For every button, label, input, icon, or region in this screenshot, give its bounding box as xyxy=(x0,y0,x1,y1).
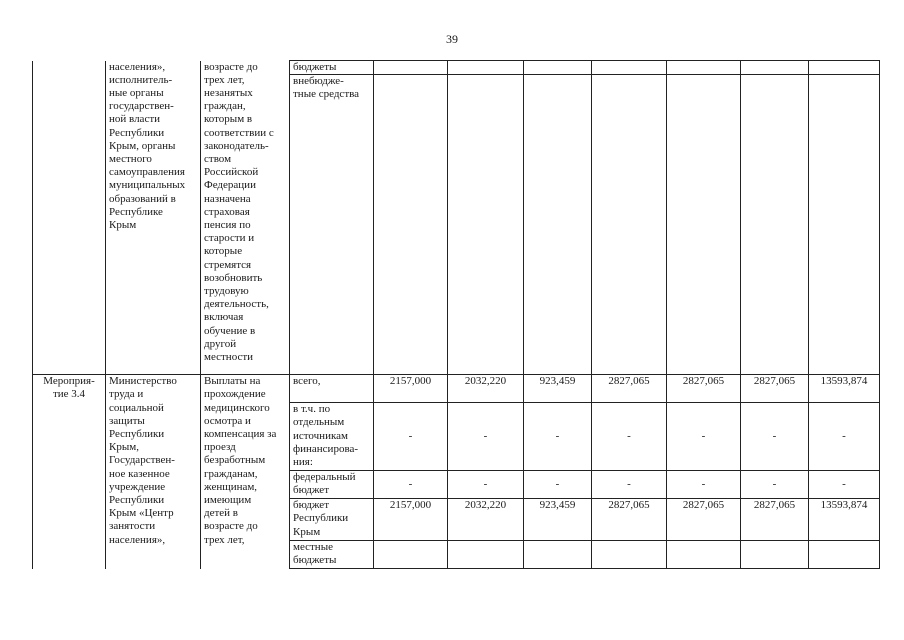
value-cell xyxy=(448,541,524,569)
value-cell: - xyxy=(524,471,592,499)
value-cell: 2827,065 xyxy=(592,375,667,403)
value-cell: 2827,065 xyxy=(741,499,809,541)
value-cell: - xyxy=(741,471,809,499)
value-cell xyxy=(374,75,448,375)
value-cell xyxy=(741,541,809,569)
value-cell xyxy=(667,61,741,75)
value-cell: - xyxy=(592,471,667,499)
value-cell: 923,459 xyxy=(524,375,592,403)
value-cell: 2032,220 xyxy=(448,375,524,403)
value-cell: - xyxy=(809,471,880,499)
value-cell xyxy=(524,541,592,569)
value-cell xyxy=(592,541,667,569)
description-cell: Выплаты на прохождение медицинского осмотра и компенсация за проезд безработным гражданам, женщинам, имеющим детей в возрасте до трех лет, xyxy=(201,375,290,569)
value-cell: 2157,000 xyxy=(374,499,448,541)
funding-source-cell: в т.ч. по отдельным источникам финансирова- ния: xyxy=(290,403,374,471)
financing-table xyxy=(32,60,880,569)
value-cell: - xyxy=(448,403,524,471)
table-row xyxy=(33,61,880,75)
executor-cell: населения», исполнитель- ные органы государствен- ной власти Республики Крым, органы местного самоуправления муниципальных образований в Республике Крым xyxy=(106,61,201,375)
value-cell: 2827,065 xyxy=(667,375,741,403)
value-cell: - xyxy=(524,403,592,471)
value-cell: 2827,065 xyxy=(592,499,667,541)
funding-source-cell: местные бюджеты xyxy=(290,541,374,569)
funding-source-cell: всего, xyxy=(290,375,374,403)
value-cell xyxy=(374,61,448,75)
value-cell: - xyxy=(667,471,741,499)
value-cell xyxy=(448,61,524,75)
value-cell: - xyxy=(374,471,448,499)
value-cell xyxy=(524,61,592,75)
value-cell xyxy=(667,75,741,375)
value-cell: - xyxy=(809,403,880,471)
value-cell: 923,459 xyxy=(524,499,592,541)
value-cell: - xyxy=(374,403,448,471)
value-cell: 2827,065 xyxy=(741,375,809,403)
page-number: 39 xyxy=(446,32,458,46)
table-row xyxy=(33,375,880,403)
funding-source-cell: федеральный бюджет xyxy=(290,471,374,499)
funding-source-cell: бюджеты xyxy=(290,61,374,75)
value-cell xyxy=(741,61,809,75)
value-cell: 2157,000 xyxy=(374,375,448,403)
target-group-cell: возрасте до трех лет, незанятых граждан, которым в соответствии с законодатель- ством Российской Федерации назначена страховая пенсия по старости и которые стремятся возобновить трудовую деятельность, включая обучение в другой местности xyxy=(201,61,290,375)
value-cell: 13593,874 xyxy=(809,375,880,403)
funding-source-cell: внебюдже- тные средства xyxy=(290,75,374,375)
value-cell: 2827,065 xyxy=(667,499,741,541)
value-cell xyxy=(667,541,741,569)
value-cell xyxy=(374,541,448,569)
value-cell: - xyxy=(741,403,809,471)
value-cell xyxy=(809,61,880,75)
value-cell: 2032,220 xyxy=(448,499,524,541)
value-cell xyxy=(809,75,880,375)
value-cell xyxy=(524,75,592,375)
value-cell: - xyxy=(592,403,667,471)
value-cell: 13593,874 xyxy=(809,499,880,541)
value-cell: - xyxy=(667,403,741,471)
value-cell: - xyxy=(448,471,524,499)
value-cell xyxy=(592,61,667,75)
event-label-cell xyxy=(33,61,106,375)
value-cell xyxy=(809,541,880,569)
value-cell xyxy=(448,75,524,375)
funding-source-cell: бюджет Республики Крым xyxy=(290,499,374,541)
value-cell xyxy=(592,75,667,375)
event-label-cell: Мероприя- тие 3.4 xyxy=(33,375,106,569)
executor-cell: Министерство труда и социальной защиты Республики Крым, Государствен- ное казенное учреждение Республики Крым «Центр занятости населения», xyxy=(106,375,201,569)
value-cell xyxy=(741,75,809,375)
